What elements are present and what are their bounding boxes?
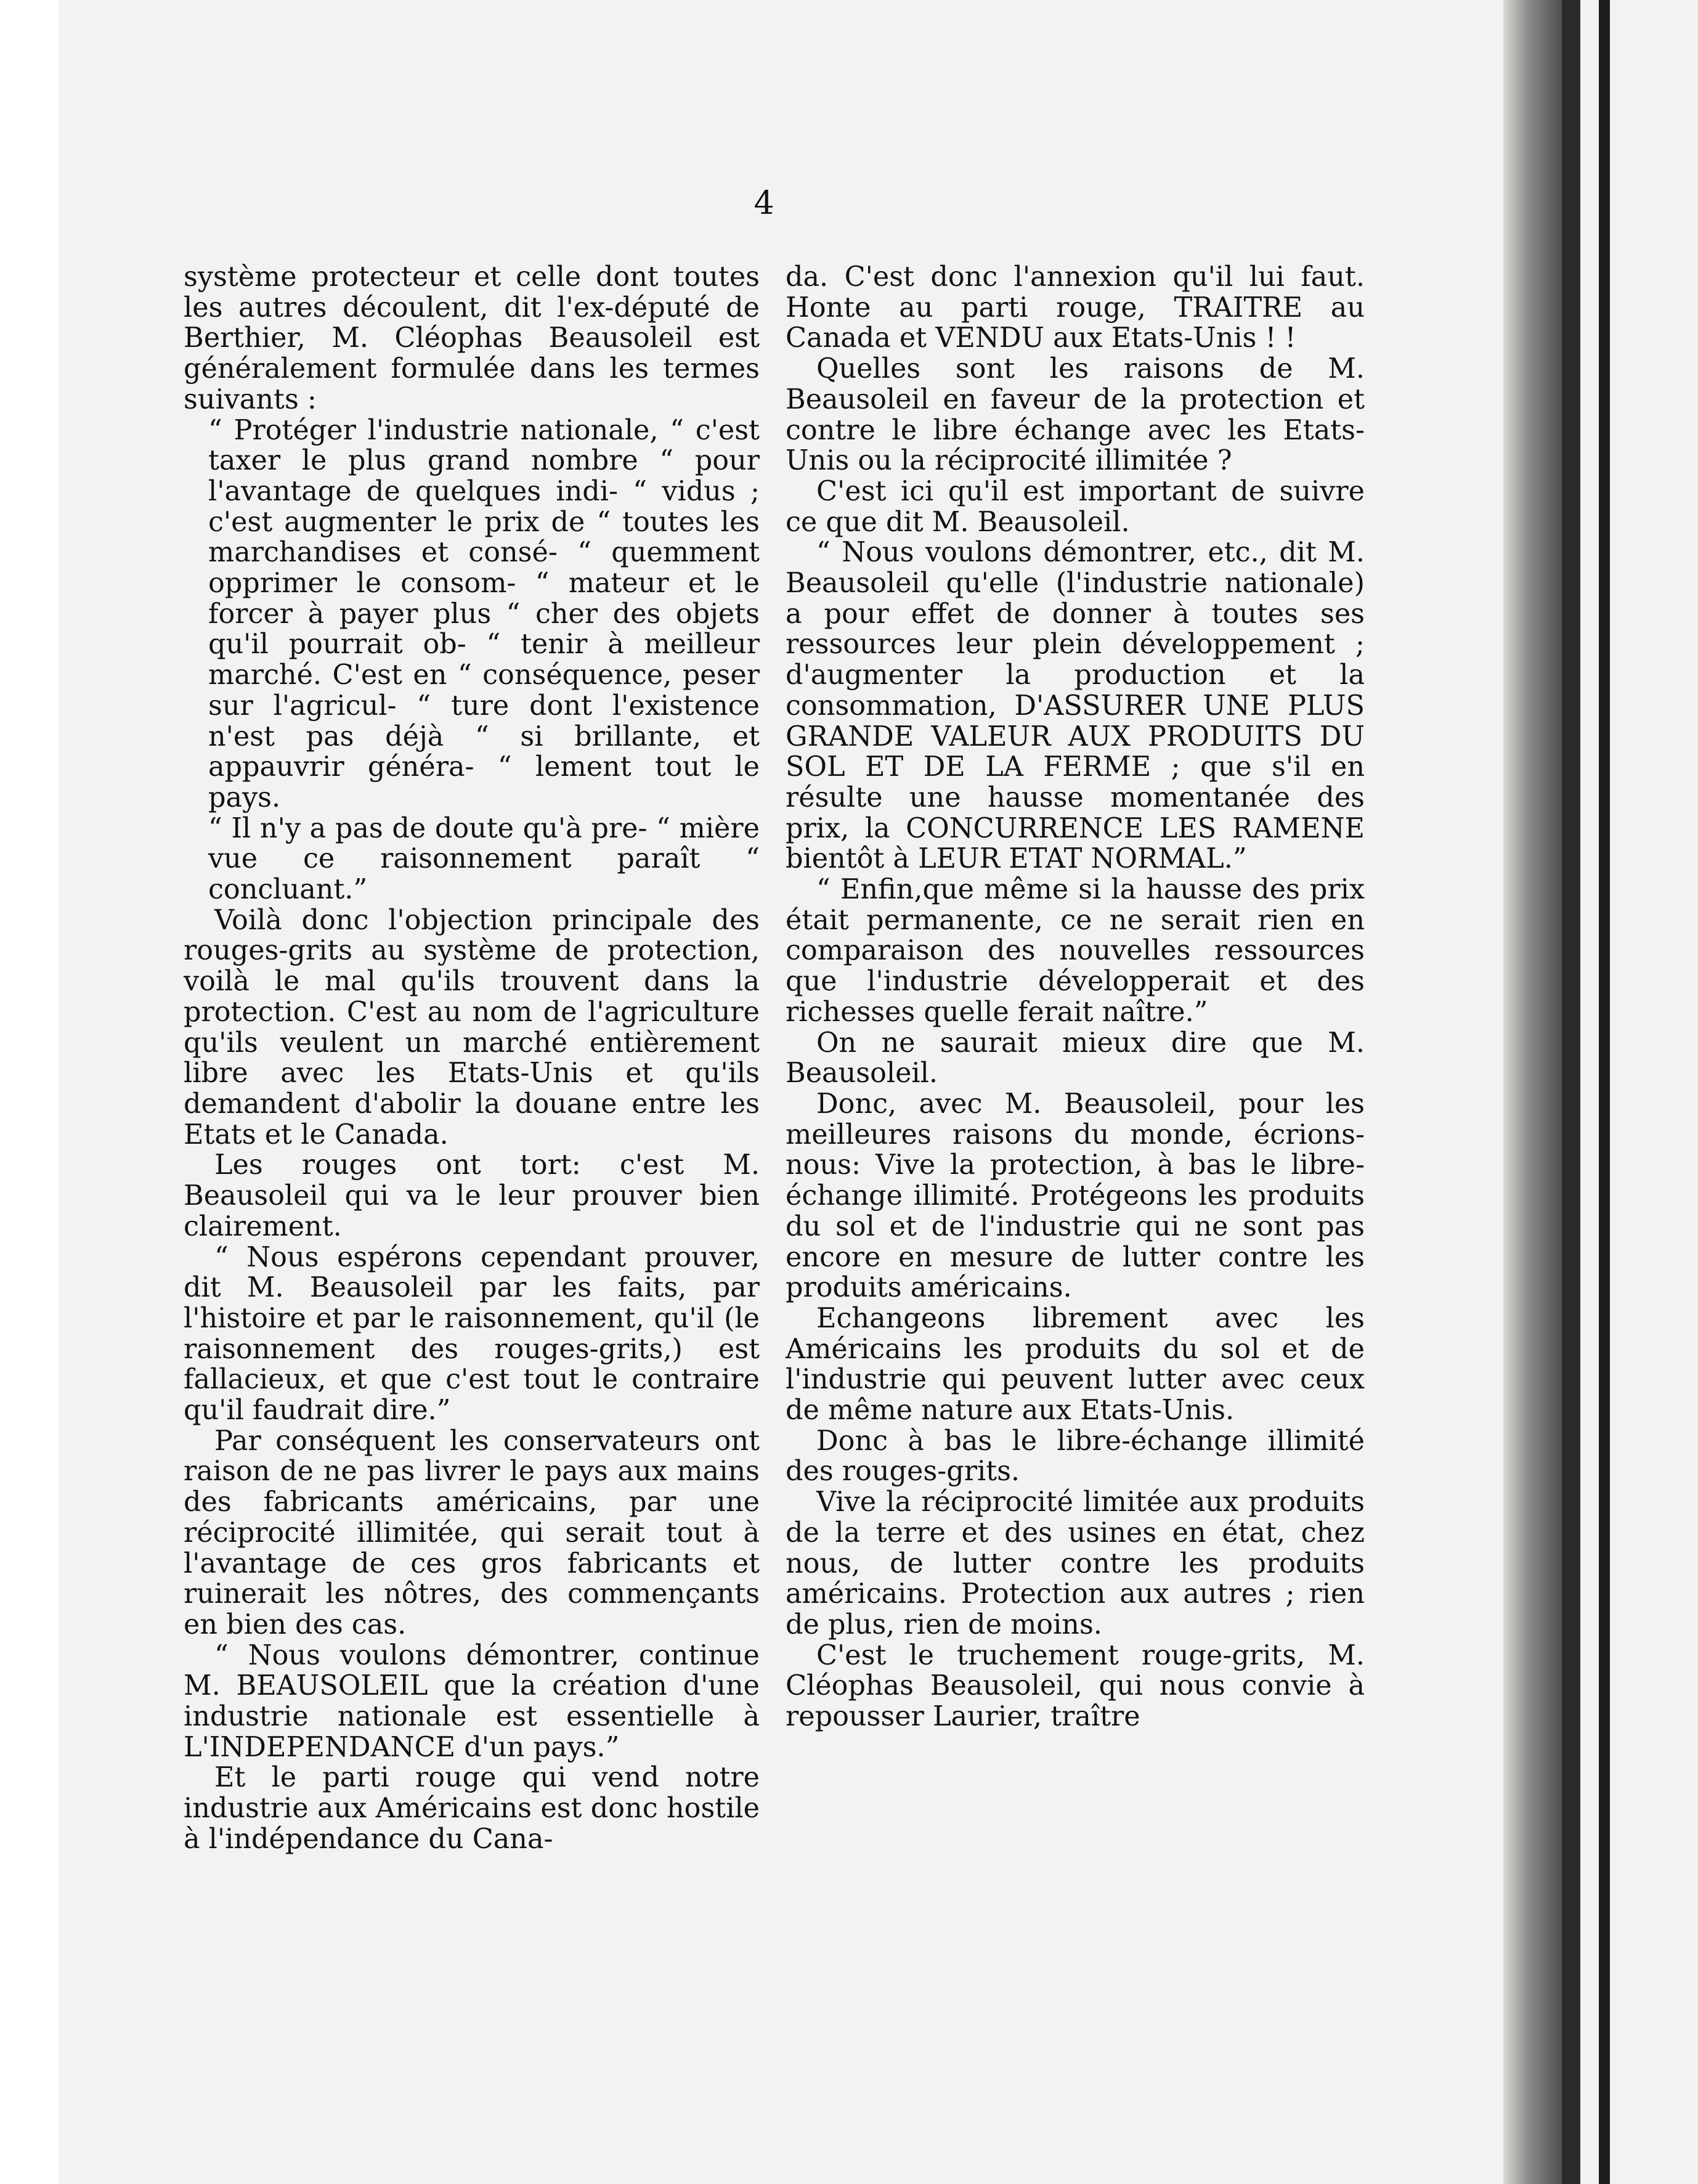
paragraph: “ Enfin,que même si la hausse des prix était permanente, ce ne serait rien en comparaison des nouvelles ressources que l'industrie développerait et des richesses quelle ferait naître.” [786, 874, 1365, 1028]
paragraph: C'est ici qu'il est important de suivre ce que dit M. Beausoleil. [786, 475, 1365, 538]
paragraph: “ Nous voulons démontrer, continue M. BEAUSOLEIL que la création d'une industrie nationale est essentielle à L'INDEPENDANCE d'un pays.” [184, 1639, 760, 1763]
right-column [786, 262, 1365, 1732]
paragraph: Echangeons librement avec les Américains les produits du sol et de l'industrie qui peuvent lutter avec ceux de même nature aux Etats-Unis. [786, 1302, 1365, 1427]
paragraph: Les rouges ont tort: c'est M. Beausoleil qui va le leur prouver bien clairement. [184, 1149, 760, 1242]
binding-gap [1562, 0, 1580, 2184]
paragraph: Et le parti rouge qui vend notre industrie aux Américains est donc hostile à l'indépendance du Cana- [184, 1762, 760, 1855]
paragraph: Donc à bas le libre-échange illimité des rouges-grits. [786, 1425, 1365, 1488]
page-number: 4 [754, 185, 774, 222]
page-gutter-shadow [1503, 0, 1565, 2184]
facing-page-edge [1580, 0, 1698, 2184]
quote-paragraph: “ Il n'y a pas de doute qu'à pre- “ mière vue ce raisonnement paraît “ concluant.” [208, 812, 760, 906]
paragraph: Par conséquent les conservateurs ont raison de ne pas livrer le pays aux mains des fabricants américains, par une réciprocité illimitée, qui serait tout à l'avantage de ces gros fabricants et ruinerait les nôtres, des commençants en bien des cas. [184, 1425, 760, 1640]
quote-paragraph: “ Protéger l'industrie nationale, “ c'est taxer le plus grand nombre “ pour l'avantage de quelques indi- “ vidus ; c'est augmenter le prix de “ toutes les marchandises et consé- “ quemment opprimer le consom- “ mateur et le forcer à payer plus “ cher des objets qu'il pourrait ob- “ tenir à meilleur marché. C'est en “ conséquence, peser sur l'agricul- “ ture dont l'existence n'est pas déjà “ si brillante, et appauvrir généra- “ lement tout le pays. [208, 414, 760, 813]
paragraph: Quelles sont les raisons de M. Beausoleil en faveur de la protection et contre le libre échange avec les Etats-Unis ou la réciprocité illimitée ? [786, 353, 1365, 477]
left-column [184, 262, 760, 1855]
paragraph: Voilà donc l'objection principale des rouges-grits au système de protection, voilà le mal qu'ils trouvent dans la protection. C'est au nom de l'agriculture qu'ils veulent un marché entièrement libre avec les Etats-Unis et qu'ils demandent d'abolir la douane entre les Etats et le Canada. [184, 904, 760, 1151]
paragraph: da. C'est donc l'annexion qu'il lui faut. Honte au parti rouge, TRAITRE au Canada et VENDU aux Etats-Unis ! ! [786, 261, 1365, 354]
paragraph: C'est le truchement rouge-grits, M. Cléophas Beausoleil, qui nous convie à repousser Laurier, traître [786, 1639, 1365, 1733]
paragraph: Donc, avec M. Beausoleil, pour les meilleures raisons du monde, écrions-nous: Vive la protection, à bas le libre-échange illimité. Protégeons les produits du sol et de l'industrie qui ne sont pas encore en mesure de lutter contre les produits américains. [786, 1088, 1365, 1304]
facing-page-border [1599, 0, 1610, 2184]
paragraph: “ Nous espérons cependant prouver, dit M. Beausoleil par les faits, par l'histoire et par le raisonnement, qu'il (le raisonnement des rouges-grits,) est fallacieux, et que c'est tout le contraire qu'il faudrait dire.” [184, 1241, 760, 1427]
paragraph: “ Nous voulons démontrer, etc., dit M. Beausoleil qu'elle (l'industrie nationale) a pour effet de donner à toutes ses ressources leur plein développement ; d'augmenter la production et la consommation, D'ASSURER UNE PLUS GRANDE VALEUR AUX PRODUITS DU SOL ET DE LA FERME ; que s'il en résulte une hausse momentanée des prix, la CONCURRENCE LES RAMENE bientôt à LEUR ETAT NORMAL.” [786, 537, 1365, 875]
paragraph: On ne saurait mieux dire que M. Beausoleil. [786, 1027, 1365, 1090]
paragraph: Vive la réciprocité limitée aux produits de la terre et des usines en état, chez nous, de lutter contre les produits américains. Protection aux autres ; rien de plus, rien de moins. [786, 1486, 1365, 1640]
paragraph: système protecteur et celle dont toutes les autres découlent, dit l'ex-député de Berthier, M. Cléophas Beausoleil est généralement formulée dans les termes suivants : [184, 261, 760, 415]
